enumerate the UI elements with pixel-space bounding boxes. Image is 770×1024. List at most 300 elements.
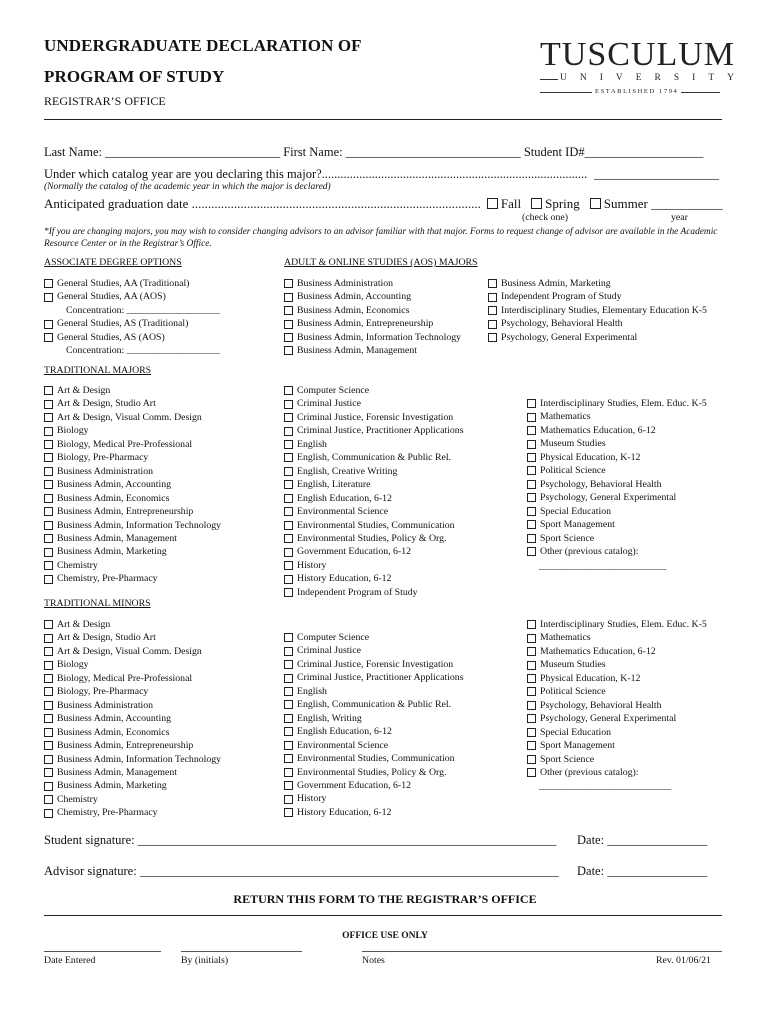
- initials-label: By (initials): [181, 955, 229, 966]
- option-label: Biology, Pre-Pharmacy: [57, 686, 149, 698]
- checkbox-option[interactable]: [44, 519, 221, 532]
- checkbox-option[interactable]: [284, 698, 464, 711]
- checkbox-icon[interactable]: [488, 279, 497, 288]
- checkbox-option[interactable]: [284, 465, 464, 478]
- checkbox-option[interactable]: [527, 631, 707, 644]
- name-id-line[interactable]: Last Name: ____________________________ First Name: ____________________________ Student ID#___________________: [44, 145, 704, 159]
- option-label: Chemistry, Pre-Pharmacy: [57, 807, 158, 819]
- associate-heading: ASSOCIATE DEGREE OPTIONS: [44, 257, 182, 268]
- checkbox-option[interactable]: [527, 726, 707, 739]
- checkbox-icon[interactable]: [284, 346, 293, 355]
- checkbox-icon[interactable]: [44, 548, 53, 557]
- checkbox-option[interactable]: [284, 519, 464, 532]
- checkbox-option[interactable]: [44, 397, 221, 410]
- checkbox-option[interactable]: [284, 331, 461, 344]
- checkbox-option[interactable]: [488, 304, 707, 317]
- summer-year-field[interactable]: Summer ___________: [603, 196, 723, 211]
- checkbox-icon[interactable]: [488, 320, 497, 329]
- option-label: Computer Science: [297, 385, 370, 396]
- checkbox-option[interactable]: [284, 766, 464, 779]
- checkbox-icon[interactable]: [527, 440, 536, 449]
- option-label: Art & Design, Studio Art: [57, 398, 156, 410]
- option-label: History Education, 6-12: [297, 806, 392, 818]
- checkbox-icon[interactable]: [44, 400, 53, 409]
- checkbox-option[interactable]: [284, 586, 464, 599]
- checkbox-icon[interactable]: [284, 674, 293, 683]
- minors-list-col2: [284, 631, 464, 819]
- checkbox-icon[interactable]: [284, 647, 293, 656]
- checkbox-option[interactable]: [284, 478, 464, 491]
- checkbox-icon[interactable]: [527, 728, 536, 737]
- checkbox-option[interactable]: [44, 699, 221, 712]
- checkbox-option[interactable]: [44, 645, 221, 658]
- checkbox-icon[interactable]: [284, 320, 293, 329]
- checkbox-option[interactable]: [44, 277, 220, 290]
- option-label: Interdisciplinary Studies, Elementary Education K-5: [501, 304, 707, 316]
- checkbox-icon[interactable]: [284, 633, 293, 642]
- checkbox-icon[interactable]: [284, 494, 293, 503]
- option-label: Business Administration: [57, 699, 154, 711]
- checkbox-icon[interactable]: [44, 480, 53, 489]
- checkbox-icon[interactable]: [284, 400, 293, 409]
- option-label: Government Education, 6-12: [297, 779, 411, 791]
- checkbox-icon[interactable]: [44, 728, 53, 737]
- checkbox-option[interactable]: [44, 672, 221, 685]
- checkbox-option[interactable]: [44, 545, 221, 558]
- checkbox-icon[interactable]: [44, 494, 53, 503]
- checkbox-icon[interactable]: [527, 534, 536, 543]
- checkbox-option[interactable]: [44, 793, 221, 806]
- checkbox-option[interactable]: [284, 277, 461, 290]
- checkbox-icon[interactable]: [284, 660, 293, 669]
- spring-checkbox[interactable]: [531, 198, 542, 209]
- checkbox-icon[interactable]: [44, 661, 53, 670]
- registrar-office-label: REGISTRAR’S OFFICE: [44, 94, 166, 108]
- option-label: Environmental Studies, Policy & Org.: [297, 532, 447, 544]
- checkbox-option[interactable]: [527, 437, 707, 450]
- option-label: Sport Science: [540, 753, 595, 765]
- checkbox-option[interactable]: [44, 317, 220, 330]
- checkbox-icon[interactable]: [44, 293, 53, 302]
- option-label: Business Administration: [297, 278, 394, 289]
- checkbox-option[interactable]: [527, 658, 707, 671]
- checkbox-option[interactable]: [44, 492, 221, 505]
- option-label: Sport Management: [540, 740, 615, 752]
- option-label: Art & Design, Visual Comm. Design: [57, 411, 202, 423]
- checkbox-option[interactable]: [44, 779, 221, 792]
- option-label: Chemistry: [57, 559, 98, 571]
- checkbox-icon[interactable]: [44, 795, 53, 804]
- checkbox-option[interactable]: [284, 572, 464, 585]
- checkbox-icon[interactable]: [284, 467, 293, 476]
- checkbox-option[interactable]: [44, 465, 221, 478]
- checkbox-option[interactable]: [527, 618, 707, 631]
- checkbox-icon[interactable]: [527, 741, 536, 750]
- check-one-note: (check one): [522, 212, 568, 223]
- checkbox-icon[interactable]: [284, 561, 293, 570]
- checkbox-option[interactable]: [284, 397, 464, 410]
- option-label: Business Admin, Accounting: [297, 291, 412, 303]
- advisor-signature-field[interactable]: Advisor signature: ___________________________________________________________________: [44, 864, 559, 878]
- checkbox-icon[interactable]: [44, 521, 53, 530]
- checkbox-icon[interactable]: [284, 507, 293, 516]
- graduation-label: Anticipated graduation date .........................................................................................: [44, 196, 481, 211]
- checkbox-icon[interactable]: [44, 386, 53, 395]
- checkbox-icon[interactable]: [284, 521, 293, 530]
- notes-label: Notes: [362, 955, 385, 966]
- checkbox-option[interactable]: [527, 464, 707, 477]
- checkbox-option[interactable]: [284, 725, 464, 738]
- option-label: Biology: [57, 425, 89, 437]
- option-label: Criminal Justice: [297, 645, 361, 657]
- checkbox-option[interactable]: [284, 438, 464, 451]
- checkbox-icon[interactable]: [488, 293, 497, 302]
- option-label: Business Admin, Marketing: [501, 278, 611, 289]
- checkbox-icon[interactable]: [44, 333, 53, 342]
- checkbox-icon[interactable]: [44, 453, 53, 462]
- option-label: Criminal Justice, Practitioner Applications: [297, 672, 464, 684]
- aos-list-col2: [488, 277, 707, 344]
- checkbox-option[interactable]: [284, 411, 464, 424]
- checkbox-icon[interactable]: [284, 687, 293, 696]
- fall-checkbox[interactable]: [487, 198, 498, 209]
- option-label: Political Science: [540, 465, 606, 477]
- option-label: History Education, 6-12: [297, 573, 392, 585]
- option-label: Business Admin, Accounting: [57, 479, 172, 491]
- checkbox-icon[interactable]: [284, 279, 293, 288]
- checkbox-icon[interactable]: [527, 714, 536, 723]
- checkbox-option[interactable]: [284, 451, 464, 464]
- checkbox-option[interactable]: [44, 451, 221, 464]
- checkbox-option[interactable]: [488, 290, 707, 303]
- logo-university: UNIVERSITY: [560, 73, 747, 83]
- majors-list-col1: [44, 384, 221, 586]
- option-label: Business Admin, Economics: [57, 492, 170, 504]
- checkbox-option[interactable]: [527, 645, 707, 658]
- checkbox-icon[interactable]: [284, 588, 293, 597]
- checkbox-option[interactable]: [44, 739, 221, 752]
- option-label: General Studies, AS (Traditional): [57, 318, 189, 330]
- checkbox-icon[interactable]: [284, 795, 293, 804]
- option-label: Business Admin, Information Technology: [57, 753, 222, 765]
- checkbox-option[interactable]: [488, 277, 707, 290]
- checkbox-option[interactable]: [527, 451, 707, 464]
- date-entered-line[interactable]: [44, 951, 161, 952]
- checkbox-option[interactable]: [527, 491, 707, 504]
- checkbox-option[interactable]: [284, 792, 464, 805]
- option-label: Political Science: [540, 686, 606, 698]
- option-label: Computer Science: [297, 632, 370, 643]
- footer-divider: [44, 915, 722, 916]
- concentration-field[interactable]: [44, 304, 220, 317]
- checkbox-icon[interactable]: [284, 427, 293, 436]
- option-label: Museum Studies: [540, 659, 606, 671]
- checkbox-icon[interactable]: [284, 548, 293, 557]
- checkbox-option[interactable]: [284, 644, 464, 657]
- option-label: Other (previous catalog):: [540, 545, 639, 557]
- checkbox-option[interactable]: [284, 424, 464, 437]
- header-divider: [44, 119, 722, 120]
- checkbox-option[interactable]: [44, 685, 221, 698]
- checkbox-icon[interactable]: [527, 520, 536, 529]
- checkbox-option[interactable]: [44, 712, 221, 725]
- checkbox-icon[interactable]: [44, 427, 53, 436]
- checkbox-icon[interactable]: [44, 701, 53, 710]
- checkbox-icon[interactable]: [284, 575, 293, 584]
- option-label: English, Writing: [297, 712, 362, 724]
- option-label: General Studies, AA (Traditional): [57, 278, 190, 289]
- option-label: Mathematics: [540, 411, 591, 423]
- checkbox-option[interactable]: [284, 685, 464, 698]
- checkbox-icon[interactable]: [284, 333, 293, 342]
- option-label: Business Admin, Marketing: [57, 546, 167, 558]
- checkbox-option[interactable]: [527, 518, 707, 531]
- option-label: English, Communication & Public Rel.: [297, 699, 452, 711]
- minors-list-col1: [44, 618, 221, 820]
- option-label: Sport Science: [540, 532, 595, 544]
- checkbox-option[interactable]: [284, 532, 464, 545]
- checkbox-icon[interactable]: [44, 634, 53, 643]
- checkbox-icon[interactable]: [527, 426, 536, 435]
- checkbox-option[interactable]: [527, 545, 707, 558]
- summer-checkbox[interactable]: [590, 198, 601, 209]
- year-note: year: [671, 212, 688, 223]
- checkbox-icon[interactable]: [527, 620, 536, 629]
- checkbox-option[interactable]: [284, 739, 464, 752]
- checkbox-icon[interactable]: [284, 480, 293, 489]
- catalog-year-question: Under which catalog year are you declaring this major?.....................................................................................: [44, 167, 588, 181]
- option-label: Special Education: [540, 726, 612, 738]
- checkbox-icon[interactable]: [44, 467, 53, 476]
- checkbox-icon[interactable]: [284, 781, 293, 790]
- concentration-field[interactable]: [44, 344, 220, 357]
- checkbox-icon[interactable]: [44, 674, 53, 683]
- checkbox-icon[interactable]: [44, 620, 53, 629]
- option-label: English Education, 6-12: [297, 492, 392, 504]
- checkbox-icon[interactable]: [488, 333, 497, 342]
- checkbox-option[interactable]: [284, 317, 461, 330]
- checkbox-icon[interactable]: [527, 701, 536, 710]
- checkbox-option[interactable]: [527, 753, 707, 766]
- checkbox-icon[interactable]: [44, 440, 53, 449]
- checkbox-option[interactable]: [284, 752, 464, 765]
- checkbox-icon[interactable]: [44, 279, 53, 288]
- checkbox-option[interactable]: [44, 411, 221, 424]
- checkbox-icon[interactable]: [284, 754, 293, 763]
- checkbox-icon[interactable]: [284, 306, 293, 315]
- spring-label: Spring: [545, 196, 580, 211]
- option-label: English, Communication & Public Rel.: [297, 452, 452, 464]
- checkbox-option[interactable]: [527, 505, 707, 518]
- option-label: History: [297, 793, 327, 805]
- checkbox-option[interactable]: [284, 658, 464, 671]
- checkbox-icon[interactable]: [527, 453, 536, 462]
- checkbox-icon[interactable]: [527, 493, 536, 502]
- checkbox-icon[interactable]: [44, 782, 53, 791]
- checkbox-icon[interactable]: [527, 480, 536, 489]
- checkbox-icon[interactable]: [44, 647, 53, 656]
- checkbox-icon[interactable]: [44, 768, 53, 777]
- option-label: Psychology, Behavioral Health: [540, 478, 662, 490]
- checkbox-icon[interactable]: [527, 466, 536, 475]
- checkbox-icon[interactable]: [527, 768, 536, 777]
- checkbox-icon[interactable]: [284, 534, 293, 543]
- checkbox-option[interactable]: [44, 532, 221, 545]
- checkbox-option[interactable]: [44, 559, 221, 572]
- checkbox-icon[interactable]: [44, 413, 53, 422]
- checkbox-option[interactable]: [284, 290, 461, 303]
- option-label: Government Education, 6-12: [297, 546, 411, 558]
- logo-wordmark: TUSCULUM: [540, 36, 736, 73]
- date-entered-label: Date Entered: [44, 955, 96, 966]
- checkbox-icon[interactable]: [284, 741, 293, 750]
- checkbox-option[interactable]: [527, 410, 707, 423]
- option-label: Chemistry, Pre-Pharmacy: [57, 573, 158, 585]
- option-label: English: [297, 685, 327, 697]
- checkbox-option[interactable]: [284, 631, 464, 644]
- option-label: Business Admin, Information Technology: [57, 519, 222, 531]
- checkbox-icon[interactable]: [284, 714, 293, 723]
- checkbox-icon[interactable]: [527, 634, 536, 643]
- checkbox-icon[interactable]: [44, 755, 53, 764]
- checkbox-option[interactable]: [284, 304, 461, 317]
- checkbox-icon[interactable]: [284, 700, 293, 709]
- student-signature-field[interactable]: Student signature: ___________________________________________________________________: [44, 833, 557, 847]
- option-label: Criminal Justice, Forensic Investigation: [297, 658, 454, 670]
- advisor-change-note: *If you are changing majors, you may wish to consider changing advisors to an advisor familiar with that major. Forms to request change of advisor are available in the Academic Resource Center or in the Registrar’s Office.: [44, 227, 718, 249]
- option-label: Business Admin, Economics: [297, 304, 410, 316]
- option-label: Art & Design: [57, 619, 111, 630]
- checkbox-option[interactable]: [44, 618, 221, 631]
- checkbox-icon[interactable]: [44, 809, 53, 818]
- checkbox-icon[interactable]: [284, 808, 293, 817]
- option-label: Biology, Medical Pre-Professional: [57, 672, 193, 684]
- checkbox-icon[interactable]: [284, 768, 293, 777]
- checkbox-option[interactable]: [284, 492, 464, 505]
- option-label: English: [297, 438, 327, 450]
- student-date-field[interactable]: Date: ________________: [577, 833, 708, 847]
- option-label: Concentration: ___________________: [66, 345, 220, 357]
- option-label: Other (previous catalog):: [540, 766, 639, 778]
- checkbox-option[interactable]: [284, 344, 461, 357]
- checkbox-option[interactable]: [44, 384, 221, 397]
- checkbox-option[interactable]: [527, 712, 707, 725]
- checkbox-icon[interactable]: [44, 320, 53, 329]
- option-label: Psychology, General Experimental: [501, 331, 638, 343]
- checkbox-icon[interactable]: [527, 755, 536, 764]
- option-label: Environmental Science: [297, 506, 389, 518]
- checkbox-icon[interactable]: [44, 714, 53, 723]
- checkbox-icon[interactable]: [44, 507, 53, 516]
- checkbox-icon[interactable]: [527, 413, 536, 422]
- checkbox-icon[interactable]: [44, 534, 53, 543]
- checkbox-option[interactable]: [284, 505, 464, 518]
- option-label: Business Admin, Marketing: [57, 780, 167, 792]
- checkbox-option[interactable]: [44, 726, 221, 739]
- checkbox-option[interactable]: [488, 317, 707, 330]
- checkbox-option[interactable]: [527, 424, 707, 437]
- checkbox-icon[interactable]: [527, 687, 536, 696]
- checkbox-option[interactable]: [44, 572, 221, 585]
- minors-other-blank[interactable]: ___________________________: [539, 781, 672, 792]
- checkbox-option[interactable]: [284, 384, 464, 397]
- checkbox-option[interactable]: [284, 545, 464, 558]
- checkbox-icon[interactable]: [527, 661, 536, 670]
- option-label: Business Admin, Entrepreneurship: [57, 506, 194, 518]
- checkbox-option[interactable]: [527, 739, 707, 752]
- option-label: English, Creative Writing: [297, 465, 398, 477]
- office-use-heading: OFFICE USE ONLY: [342, 931, 428, 941]
- checkbox-option[interactable]: [44, 505, 221, 518]
- checkbox-icon[interactable]: [527, 674, 536, 683]
- form-title-line2: PROGRAM OF STUDY: [44, 67, 225, 86]
- checkbox-icon[interactable]: [44, 741, 53, 750]
- checkbox-icon[interactable]: [44, 561, 53, 570]
- advisor-date-field[interactable]: Date: ________________: [577, 864, 708, 878]
- checkbox-option[interactable]: [44, 631, 221, 644]
- checkbox-option[interactable]: [44, 766, 221, 779]
- checkbox-option[interactable]: [527, 685, 707, 698]
- option-label: Business Admin, Entrepreneurship: [297, 318, 434, 330]
- checkbox-icon[interactable]: [284, 440, 293, 449]
- checkbox-option[interactable]: [488, 331, 707, 344]
- checkbox-option[interactable]: [44, 438, 221, 451]
- checkbox-option[interactable]: [44, 806, 221, 819]
- graduation-line: [44, 196, 723, 212]
- checkbox-option[interactable]: [44, 478, 221, 491]
- notes-line[interactable]: [362, 951, 722, 952]
- checkbox-option[interactable]: [44, 331, 220, 344]
- checkbox-icon[interactable]: [527, 399, 536, 408]
- option-label: Criminal Justice: [297, 398, 361, 410]
- option-label: Physical Education, K-12: [540, 672, 641, 684]
- checkbox-icon[interactable]: [284, 727, 293, 736]
- checkbox-icon[interactable]: [488, 306, 497, 315]
- checkbox-option[interactable]: [284, 712, 464, 725]
- checkbox-icon[interactable]: [284, 293, 293, 302]
- checkbox-option[interactable]: [284, 671, 464, 684]
- majors-other-blank[interactable]: __________________________: [539, 561, 667, 572]
- option-label: Special Education: [540, 505, 612, 517]
- checkbox-option[interactable]: [44, 753, 221, 766]
- checkbox-option[interactable]: [527, 766, 707, 779]
- checkbox-icon[interactable]: [44, 687, 53, 696]
- checkbox-option[interactable]: [284, 559, 464, 572]
- checkbox-option[interactable]: [44, 290, 220, 303]
- checkbox-icon[interactable]: [284, 453, 293, 462]
- checkbox-icon[interactable]: [527, 507, 536, 516]
- checkbox-icon[interactable]: [284, 386, 293, 395]
- checkbox-option[interactable]: [44, 658, 221, 671]
- checkbox-option[interactable]: [527, 699, 707, 712]
- checkbox-option[interactable]: [44, 424, 221, 437]
- checkbox-option[interactable]: [284, 806, 464, 819]
- checkbox-option[interactable]: [527, 478, 707, 491]
- checkbox-option[interactable]: [284, 779, 464, 792]
- checkbox-icon[interactable]: [527, 547, 536, 556]
- checkbox-option[interactable]: [527, 672, 707, 685]
- checkbox-icon[interactable]: [44, 575, 53, 584]
- initials-line[interactable]: [181, 951, 302, 952]
- catalog-year-field[interactable]: ____________________: [594, 167, 719, 181]
- checkbox-icon[interactable]: [527, 647, 536, 656]
- option-label: Art & Design, Studio Art: [57, 632, 156, 644]
- option-label: Independent Program of Study: [297, 586, 418, 598]
- option-label: General Studies, AA (AOS): [57, 291, 166, 303]
- checkbox-option[interactable]: [527, 532, 707, 545]
- checkbox-icon[interactable]: [284, 413, 293, 422]
- checkbox-option[interactable]: [527, 397, 707, 410]
